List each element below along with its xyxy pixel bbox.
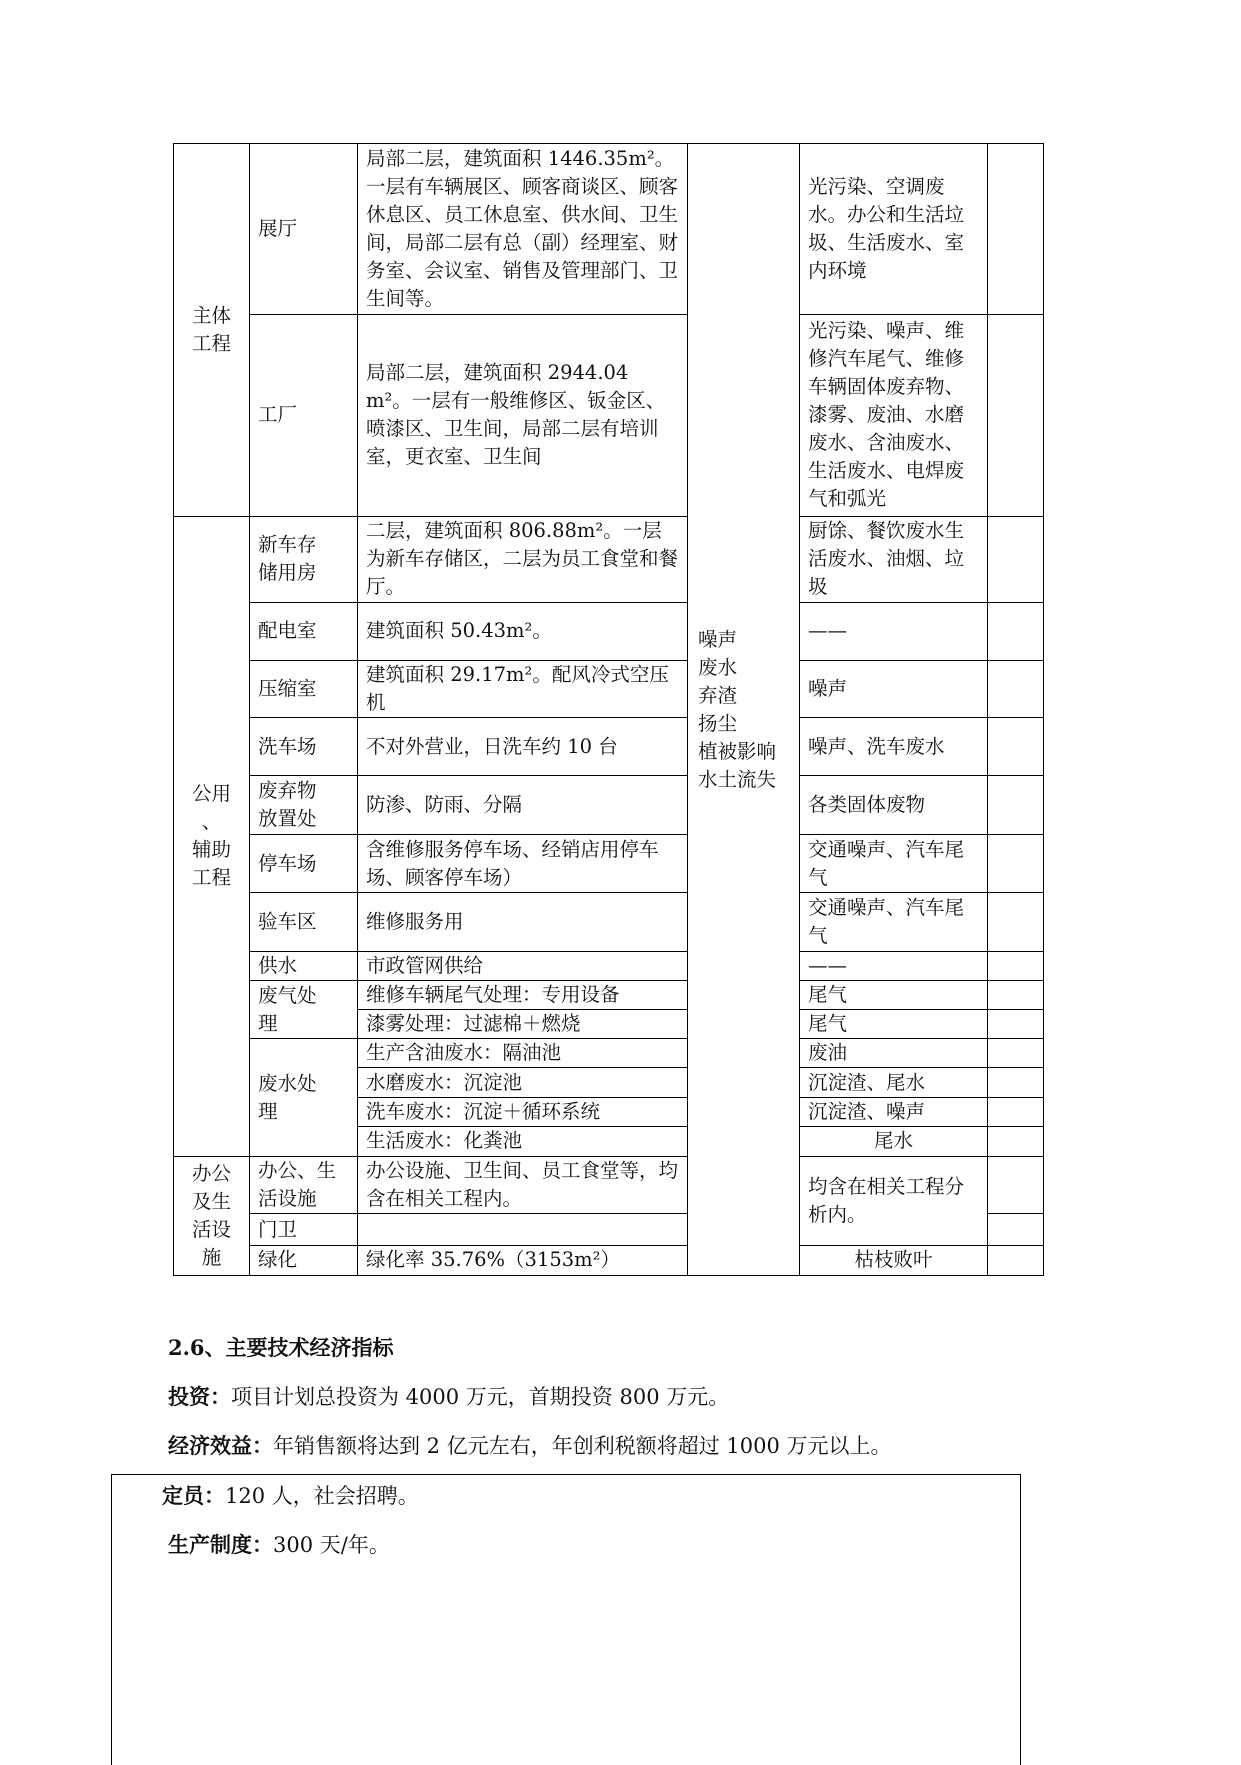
section-heading: 2.6、主要技术经济指标 — [168, 1335, 394, 1360]
description-cell: 防渗、防雨、分隔 — [358, 776, 688, 834]
description-cell: 水磨废水：沉淀池 — [358, 1068, 688, 1097]
description-cell: 维修车辆尾气处理：专用设备 — [358, 980, 688, 1009]
remark-cell — [988, 1214, 1044, 1245]
description-cell: 建筑面积 50.43m²。 — [358, 603, 688, 660]
project-composition-table — [173, 143, 1044, 1276]
table-row — [174, 1039, 1044, 1068]
description-cell: 建筑面积 29.17m²。配风冷式空压机 — [358, 660, 688, 717]
construction-impact-cell: 噪声 废水 弃渣 扬尘 植被影响 水土流失 — [688, 144, 800, 1276]
item-name-cell: 展厅 — [250, 144, 358, 315]
item-name-cell: 废弃物 放置处 — [250, 776, 358, 834]
impact-cell: 尾气 — [800, 1010, 988, 1039]
benefit-paragraph — [168, 1431, 892, 1461]
remark-cell — [988, 1010, 1044, 1039]
impact-cell: 沉淀渣、噪声 — [800, 1097, 988, 1126]
impact-cell: —— — [800, 603, 988, 660]
table-row — [174, 603, 1044, 660]
description-cell: 洗车废水：沉淀＋循环系统 — [358, 1097, 688, 1126]
benefit-label: 经济效益： — [168, 1433, 273, 1458]
remark-cell — [988, 1157, 1044, 1214]
investment-label: 投资： — [168, 1384, 231, 1409]
impact-cell: 噪声 — [800, 660, 988, 717]
category-cell: 办公 及生 活设 施 — [174, 1157, 250, 1276]
description-cell: 漆雾处理：过滤棉＋燃烧 — [358, 1010, 688, 1039]
impact-cell: 废油 — [800, 1039, 988, 1068]
impact-cell: 均含在相关工程分析内。 — [800, 1157, 988, 1246]
impact-cell: —— — [800, 951, 988, 980]
remark-cell — [988, 144, 1044, 315]
remark-cell — [988, 951, 1044, 980]
remark-cell — [988, 834, 1044, 892]
benefit-text: 年销售额将达到 2 亿元左右，年创利税额将超过 1000 万元以上。 — [273, 1434, 892, 1458]
impact-cell: 尾水 — [800, 1126, 988, 1156]
table-row — [174, 1157, 1044, 1214]
item-name-cell: 新车存 储用房 — [250, 516, 358, 603]
impact-cell: 枯枝败叶 — [800, 1245, 988, 1275]
schedule-paragraph — [168, 1530, 390, 1560]
impact-cell: 噪声、洗车废水 — [800, 718, 988, 776]
remark-cell — [988, 603, 1044, 660]
description-cell: 办公设施、卫生间、员工食堂等，均含在相关工程内。 — [358, 1157, 688, 1214]
description-cell: 市政管网供给 — [358, 951, 688, 980]
impact-cell: 各类固体废物 — [800, 776, 988, 834]
description-cell: 不对外营业，日洗车约 10 台 — [358, 718, 688, 776]
impact-cell: 光污染、空调废水。办公和生活垃圾、生活废水、室内环境 — [800, 144, 988, 315]
description-cell: 生活废水：化粪池 — [358, 1126, 688, 1156]
table-row — [174, 718, 1044, 776]
description-cell: 局部二层，建筑面积 1446.35m²。一层有车辆展区、顾客商谈区、顾客休息区、员工休息室、供水间、卫生间，局部二层有总（副）经理室、财务室、会议室、销售及管理部门、卫生间等。 — [358, 144, 688, 315]
impact-cell: 交通噪声、汽车尾气 — [800, 893, 988, 951]
investment-paragraph — [168, 1382, 729, 1412]
staff-text: 120 人，社会招聘。 — [225, 1484, 419, 1508]
description-cell: 含维修服务停车场、经销店用停车场、顾客停车场） — [358, 834, 688, 892]
table-row — [174, 315, 1044, 516]
description-cell: 二层，建筑面积 806.88m²。一层为新车存储区，二层为员工食堂和餐厅。 — [358, 516, 688, 603]
investment-text: 项目计划总投资为 4000 万元，首期投资 800 万元。 — [231, 1385, 730, 1409]
table-row — [174, 776, 1044, 834]
remark-cell — [988, 718, 1044, 776]
item-name-cell: 废气处 理 — [250, 980, 358, 1038]
impact-cell: 厨馀、餐饮废水生活废水、油烟、垃圾 — [800, 516, 988, 603]
item-name-cell: 门卫 — [250, 1214, 358, 1245]
remark-cell — [988, 1097, 1044, 1126]
category-cell: 公用 、 辅助 工程 — [174, 516, 250, 1156]
table-row — [174, 516, 1044, 603]
remark-cell — [988, 980, 1044, 1009]
impact-cell: 尾气 — [800, 980, 988, 1009]
description-cell: 生产含油废水：隔油池 — [358, 1039, 688, 1068]
table-row — [174, 951, 1044, 980]
item-name-cell: 压缩室 — [250, 660, 358, 717]
remark-cell — [988, 1068, 1044, 1097]
table-row — [174, 1245, 1044, 1275]
description-cell — [358, 1214, 688, 1245]
description-cell: 绿化率 35.76%（3153m²） — [358, 1245, 688, 1275]
category-cell: 主体 工程 — [174, 144, 250, 517]
item-name-cell: 洗车场 — [250, 718, 358, 776]
item-name-cell: 停车场 — [250, 834, 358, 892]
staff-label: 定员： — [162, 1483, 225, 1508]
item-name-cell: 配电室 — [250, 603, 358, 660]
remark-cell — [988, 1039, 1044, 1068]
remark-cell — [988, 516, 1044, 603]
remark-cell — [988, 1245, 1044, 1275]
impact-cell: 沉淀渣、尾水 — [800, 1068, 988, 1097]
item-name-cell: 绿化 — [250, 1245, 358, 1275]
schedule-text: 300 天/年。 — [273, 1533, 390, 1557]
item-name-cell: 废水处 理 — [250, 1039, 358, 1157]
remark-cell — [988, 893, 1044, 951]
item-name-cell: 供水 — [250, 951, 358, 980]
remark-cell — [988, 315, 1044, 516]
impact-cell: 光污染、噪声、维修汽车尾气、维修车辆固体废弃物、漆雾、废油、水磨废水、含油废水、生活废水、电焊废气和弧光 — [800, 315, 988, 516]
impact-cell: 交通噪声、汽车尾气 — [800, 834, 988, 892]
schedule-label: 生产制度： — [168, 1532, 273, 1557]
item-name-cell: 工厂 — [250, 315, 358, 516]
staff-paragraph — [162, 1481, 419, 1511]
table-row — [174, 834, 1044, 892]
remark-cell — [988, 776, 1044, 834]
description-cell: 局部二层，建筑面积 2944.04 m²。一层有一般维修区、钣金区、喷漆区、卫生间，局部二层有培训室，更衣室、卫生间 — [358, 315, 688, 516]
remark-cell — [988, 660, 1044, 717]
content-frame — [111, 1474, 1021, 1765]
table-row — [174, 893, 1044, 951]
item-name-cell: 验车区 — [250, 893, 358, 951]
remark-cell — [988, 1126, 1044, 1156]
table-row — [174, 660, 1044, 717]
table-row — [174, 980, 1044, 1009]
table-row — [174, 144, 1044, 315]
item-name-cell: 办公、生 活设施 — [250, 1157, 358, 1214]
description-cell: 维修服务用 — [358, 893, 688, 951]
